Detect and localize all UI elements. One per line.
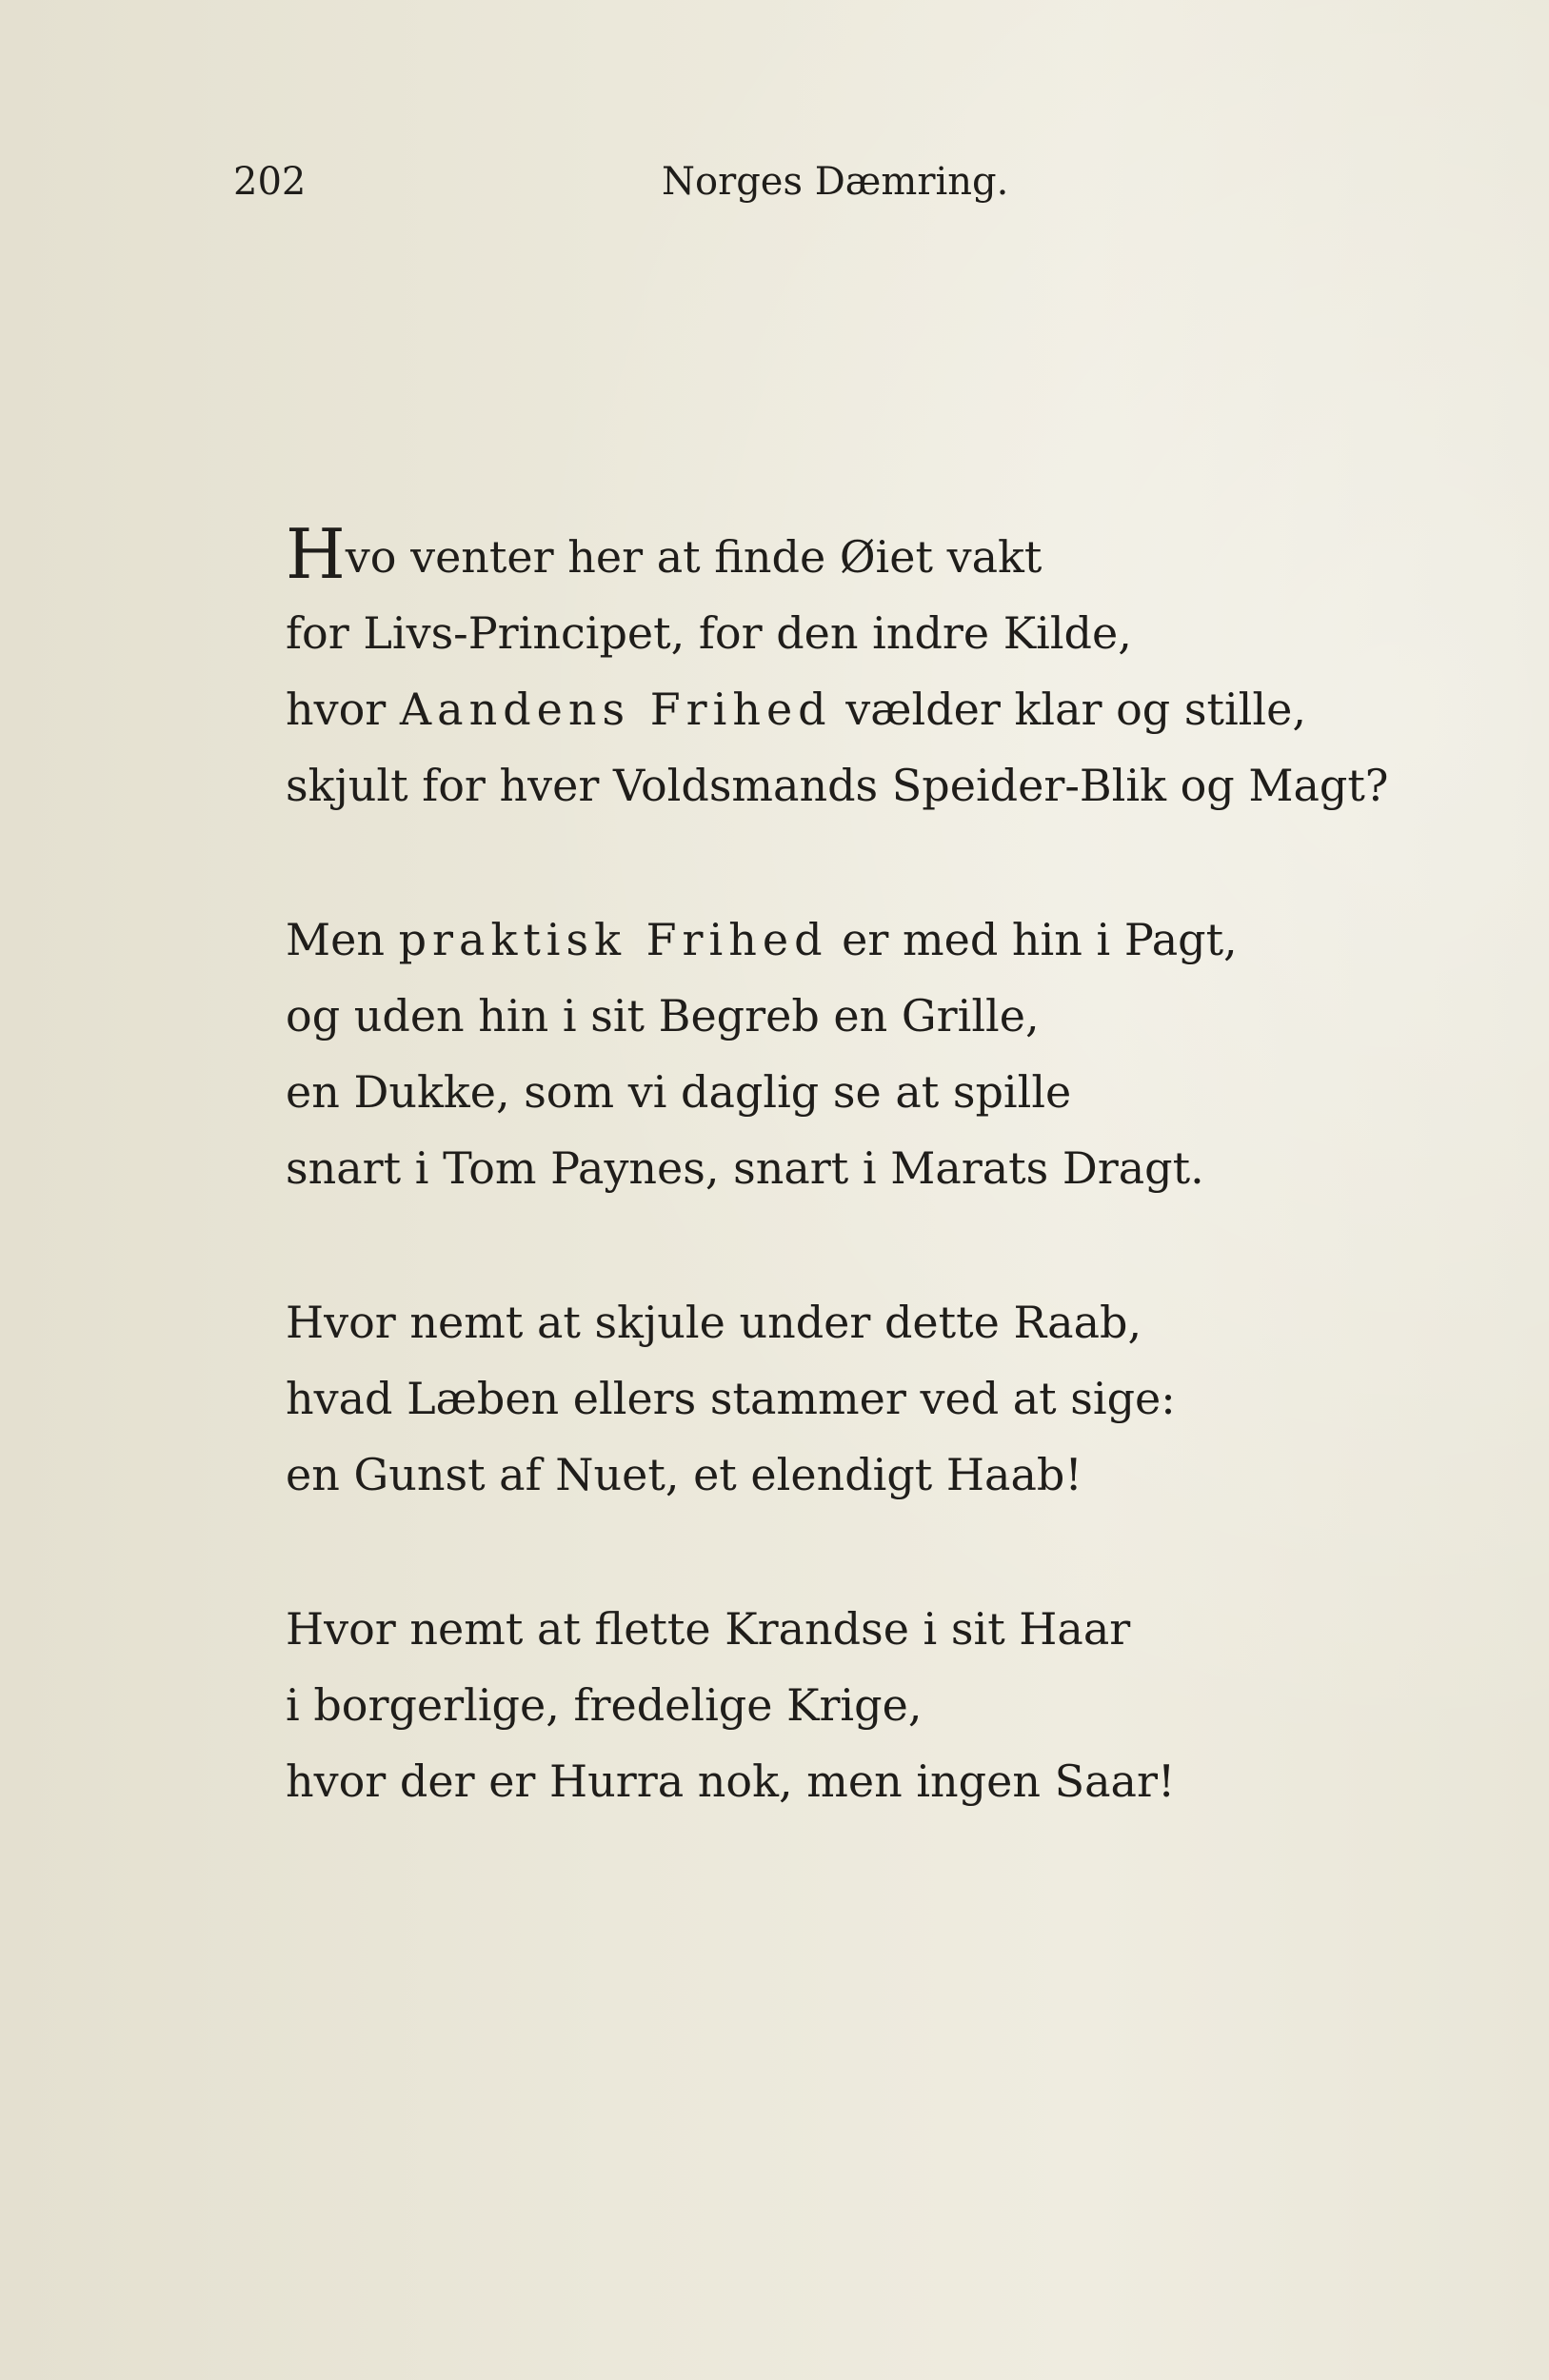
running-title: Norges Dæmring. bbox=[662, 160, 1009, 204]
poem-line bbox=[286, 514, 1485, 595]
poem-line: hvor der er Hurra nok, men ingen Saar! bbox=[286, 1755, 1176, 1807]
poem-line: for Livs-Principet, for den indre Kilde, bbox=[286, 607, 1132, 659]
line-text: er med hin i Pagt, bbox=[827, 914, 1238, 965]
poem-line bbox=[286, 902, 1485, 978]
poem-line bbox=[286, 671, 1485, 747]
line-text: vælder klar og stille, bbox=[831, 684, 1306, 735]
poem-line: skjult for hver Voldsmands Speider-Blik og Magt? bbox=[286, 760, 1389, 811]
running-head bbox=[233, 157, 1009, 207]
stanza-4 bbox=[286, 1591, 1485, 1819]
spaced-emphasis: Aandens Frihed bbox=[399, 684, 832, 735]
poem bbox=[286, 514, 1485, 1897]
page-number: 202 bbox=[233, 160, 307, 204]
line-text: hvor bbox=[286, 684, 400, 735]
line-text: vo venter her at finde Øiet vakt bbox=[345, 531, 1043, 583]
poem-line: hvad Læben ellers stammer ved at sige: bbox=[286, 1373, 1176, 1424]
poem-line: i borgerlige, fredelige Krige, bbox=[286, 1679, 923, 1731]
drop-cap: H bbox=[286, 514, 346, 594]
stanza-1 bbox=[286, 514, 1485, 823]
stanza-3 bbox=[286, 1284, 1485, 1513]
poem-line: Hvor nemt at flette Krandse i sit Haar bbox=[286, 1603, 1131, 1655]
stanza-2 bbox=[286, 902, 1485, 1206]
poem-line: snart i Tom Paynes, snart i Marats Dragt. bbox=[286, 1142, 1204, 1194]
poem-line: en Gunst af Nuet, et elendigt Haab! bbox=[286, 1449, 1082, 1500]
poem-line: en Dukke, som vi daglig se at spille bbox=[286, 1066, 1072, 1118]
spaced-emphasis: praktisk Frihed bbox=[398, 914, 828, 965]
line-text: Men bbox=[286, 914, 399, 965]
poem-line: Hvor nemt at skjule under dette Raab, bbox=[286, 1297, 1142, 1348]
poem-line: og uden hin i sit Begreb en Grille, bbox=[286, 990, 1040, 1041]
